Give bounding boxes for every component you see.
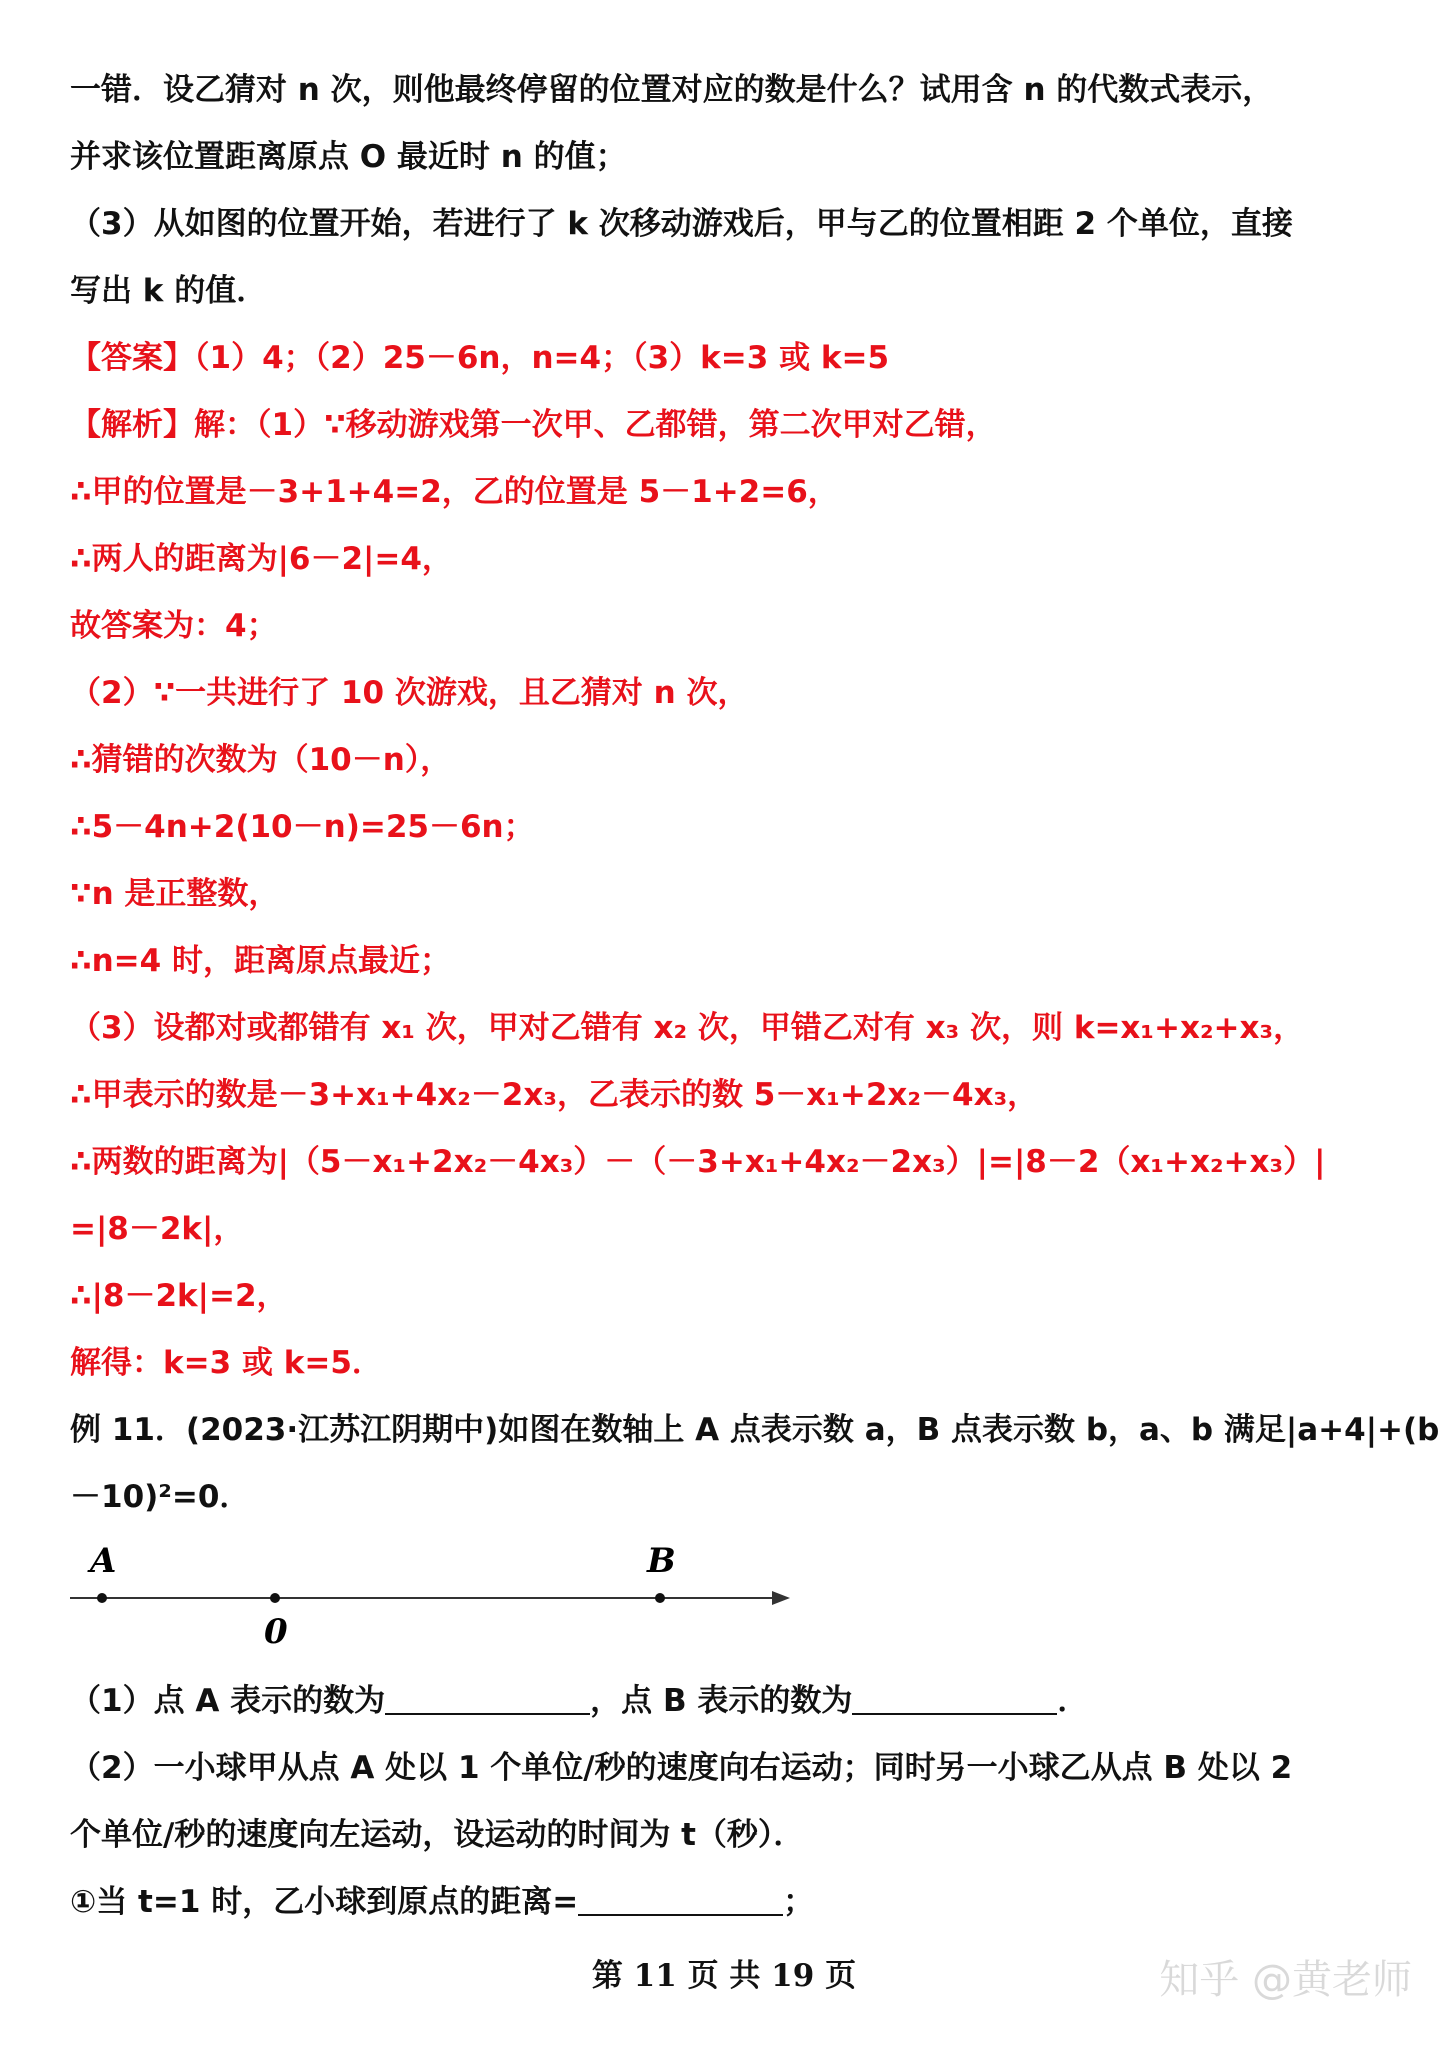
text-line: ∴两数的距离为|（5－x₁+2x₂－4x₃）－（－3+x₁+4x₂－2x₃）|=|8－2（x₁+x₂+x₃）| xyxy=(70,1144,1326,1180)
answer-blank-c[interactable] xyxy=(578,1884,783,1916)
text-line: ∴|8－2k|=2， xyxy=(70,1278,288,1314)
text-line: 【答案】（1）4；（2）25－6n，n=4；（3）k=3 或 k=5 xyxy=(70,340,890,376)
point-a-label: A xyxy=(90,1541,117,1581)
q1-label-b: ，点 B 表示的数为 xyxy=(590,1683,853,1719)
text-line: （3）设都对或都错有 x₁ 次，甲对乙错有 x₂ 次，甲错乙对有 x₃ 次，则 k=x₁+x₂+x₃， xyxy=(70,1010,1305,1046)
answer-blank-b[interactable] xyxy=(852,1683,1057,1715)
text-line: ∴两人的距离为|6－2|=4， xyxy=(70,541,453,577)
question-1 xyxy=(70,1679,1398,1723)
question-2-line-2: 个单位/秒的速度向左运动，设运动的时间为 t（秒）． xyxy=(70,1817,805,1853)
question-2-sub-1 xyxy=(70,1880,1398,1924)
text-line: ∴猜错的次数为（10－n）， xyxy=(70,742,452,778)
text-line: 写出 k 的值． xyxy=(70,273,268,309)
text-line: （2）∵一共进行了 10 次游戏，且乙猜对 n 次， xyxy=(70,675,749,711)
answer-blank-a[interactable] xyxy=(385,1683,590,1715)
axis-arrow-icon xyxy=(772,1591,790,1605)
text-line: （3）从如图的位置开始，若进行了 k 次移动游戏后，甲与乙的位置相距 2 个单位，直接 xyxy=(70,206,1293,242)
text-line: =|8－2k|， xyxy=(70,1211,245,1247)
text-line: 例 11．(2023·江苏江阴期中)如图在数轴上 A 点表示数 a，B 点表示数 b，a、b 满足|a+4|+(b xyxy=(70,1412,1440,1448)
origin-label: 0 xyxy=(264,1612,288,1650)
text-line: 一错．设乙猜对 n 次，则他最终停留的位置对应的数是什么？试用含 n 的代数式表示， xyxy=(70,72,1274,108)
text-line: ∵n 是正整数， xyxy=(70,876,280,912)
watermark: 知乎 @黄老师 xyxy=(1159,1957,1412,2003)
text-line: －10)²=0． xyxy=(70,1479,251,1515)
number-line-figure xyxy=(60,1540,800,1650)
text-line: 解得：k=3 或 k=5． xyxy=(70,1345,383,1381)
point-b-label: B xyxy=(647,1541,676,1581)
q1-end: ． xyxy=(1057,1683,1089,1719)
point-a-dot xyxy=(97,1593,107,1603)
text-line: ∴甲的位置是－3+1+4=2，乙的位置是 5－1+2=6， xyxy=(70,474,839,510)
text-line: 【解析】解：（1）∵移动游戏第一次甲、乙都错，第二次甲对乙错， xyxy=(70,407,997,443)
text-line: 并求该位置距离原点 O 最近时 n 的值； xyxy=(70,139,627,175)
point-b-dot xyxy=(655,1593,665,1603)
text-line: ∴n=4 时，距离原点最近； xyxy=(70,943,451,979)
text-line: 故答案为：4； xyxy=(70,608,278,644)
page-footer: 第 11 页 共 19 页 xyxy=(591,1958,857,1994)
question-2-line-1: （2）一小球甲从点 A 处以 1 个单位/秒的速度向右运动；同时另一小球乙从点 B 处以 2 xyxy=(70,1750,1293,1786)
text-line: ∴甲表示的数是－3+x₁+4x₂－2x₃，乙表示的数 5－x₁+2x₂－4x₃， xyxy=(70,1077,1039,1113)
origin-dot xyxy=(270,1593,280,1603)
q1-label-a: （1）点 A 表示的数为 xyxy=(70,1683,386,1719)
q3-end: ； xyxy=(783,1884,815,1920)
q3-label: ①当 t=1 时，乙小球到原点的距离= xyxy=(70,1884,579,1920)
text-line: ∴5－4n+2(10－n)=25－6n； xyxy=(70,809,535,845)
